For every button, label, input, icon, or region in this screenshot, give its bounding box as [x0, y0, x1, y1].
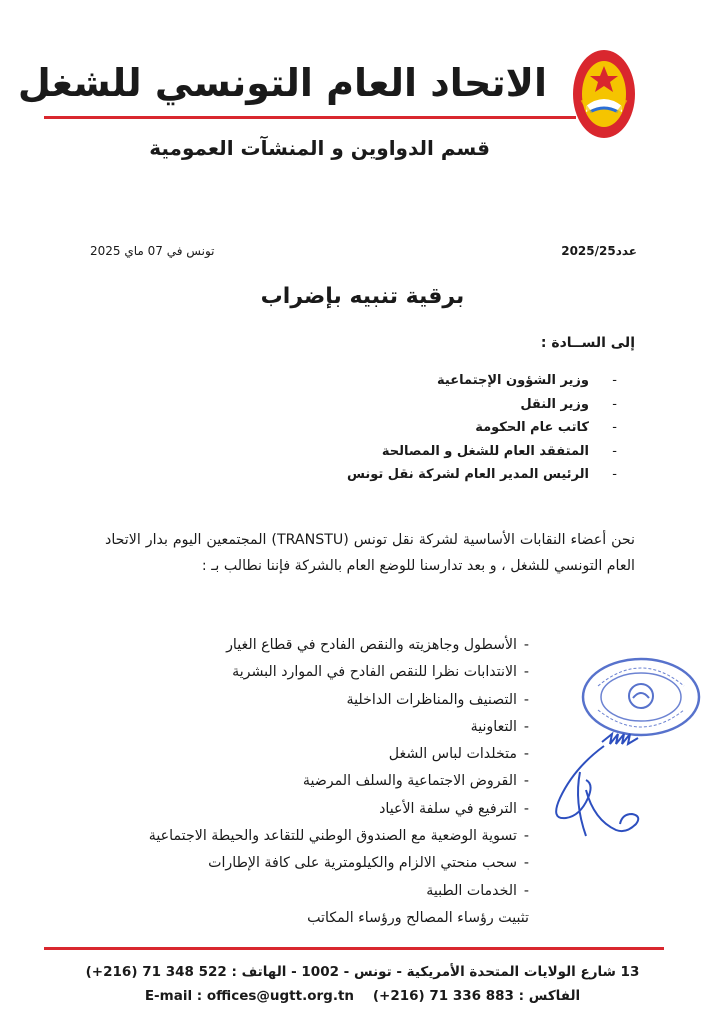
recipient-item: - المتفقد العام للشغل و المصالحة: [217, 440, 617, 464]
demand-item: - الترفيع في سلفة الأعياد: [89, 796, 529, 823]
demand-item: - القروض الاجتماعية والسلف المرضية: [89, 768, 529, 795]
recipients-list: [217, 369, 617, 487]
demand-item: تثبيت رؤساء المصالح ورؤساء المكاتب: [307, 909, 529, 926]
demand-item: - التعاونية: [89, 714, 529, 741]
footer-email[interactable]: E-mail : offices@ugtt.org.tn: [144, 988, 355, 1004]
header-divider: [44, 116, 576, 119]
recipient-item: - وزير النقل: [217, 393, 617, 417]
reference-number: عدد2025/25: [561, 244, 637, 258]
demand-item: - الانتدابات نظرا للنقص الفادح في الموارد البشرية: [89, 659, 529, 686]
demand-item: - التصنيف والمناظرات الداخلية: [89, 687, 529, 714]
recipient-item: - وزير الشؤون الإجتماعية: [217, 369, 617, 393]
addressee-label: إلى الســادة :: [540, 335, 635, 351]
reference-line: [90, 244, 637, 264]
body-paragraph: نحن أعضاء النقابات الأساسية لشركة نقل تونس (TRANSTU) المجتمعين اليوم بدار الاتحاد العام التونسي للشغل ، و بعد تدارسنا للوضع العام بالشركة فإننا نطالب بـ :: [105, 532, 635, 574]
reference-date: تونس في 07 ماي 2025: [90, 244, 215, 258]
demands-list: [89, 632, 529, 932]
footer-address: 13 شارع الولايات المتحدة الأمريكية - تونس - 1002 - الهاتف : 522 348 71 (216+): [85, 964, 640, 980]
footer-fax: الفاكس : 883 336 71 (216+): [372, 988, 581, 1004]
signature-icon: [540, 728, 650, 856]
recipient-item: - الرئيس المدير العام لشركة نقل تونس: [217, 463, 617, 487]
document-title: برقية تنبيه بإضراب: [260, 284, 465, 309]
ugtt-logo-icon: [572, 48, 636, 140]
footer-divider: [44, 947, 664, 950]
demand-item: - تسوية الوضعية مع الصندوق الوطني للتقاعد والحيطة الاجتماعية: [89, 823, 529, 850]
official-stamp-icon: [580, 656, 702, 738]
department-title: قسم الدواوين و المنشآت العمومية: [149, 136, 490, 160]
demand-item: - الأسطول وجاهزيته والنقص الفادح في قطاع الغيار: [89, 632, 529, 659]
footer-contact: [0, 986, 725, 1006]
demand-item: - الخدمات الطبية: [89, 878, 529, 905]
demand-item: - متخلدات لباس الشغل: [89, 741, 529, 768]
organization-title: الاتحاد العام التونسي للشغل: [17, 61, 547, 105]
demand-item: - سحب منحتي الالزام والكيلومترية على كافة الإطارات: [89, 850, 529, 877]
recipient-item: - كاتب عام الحكومة: [217, 416, 617, 440]
